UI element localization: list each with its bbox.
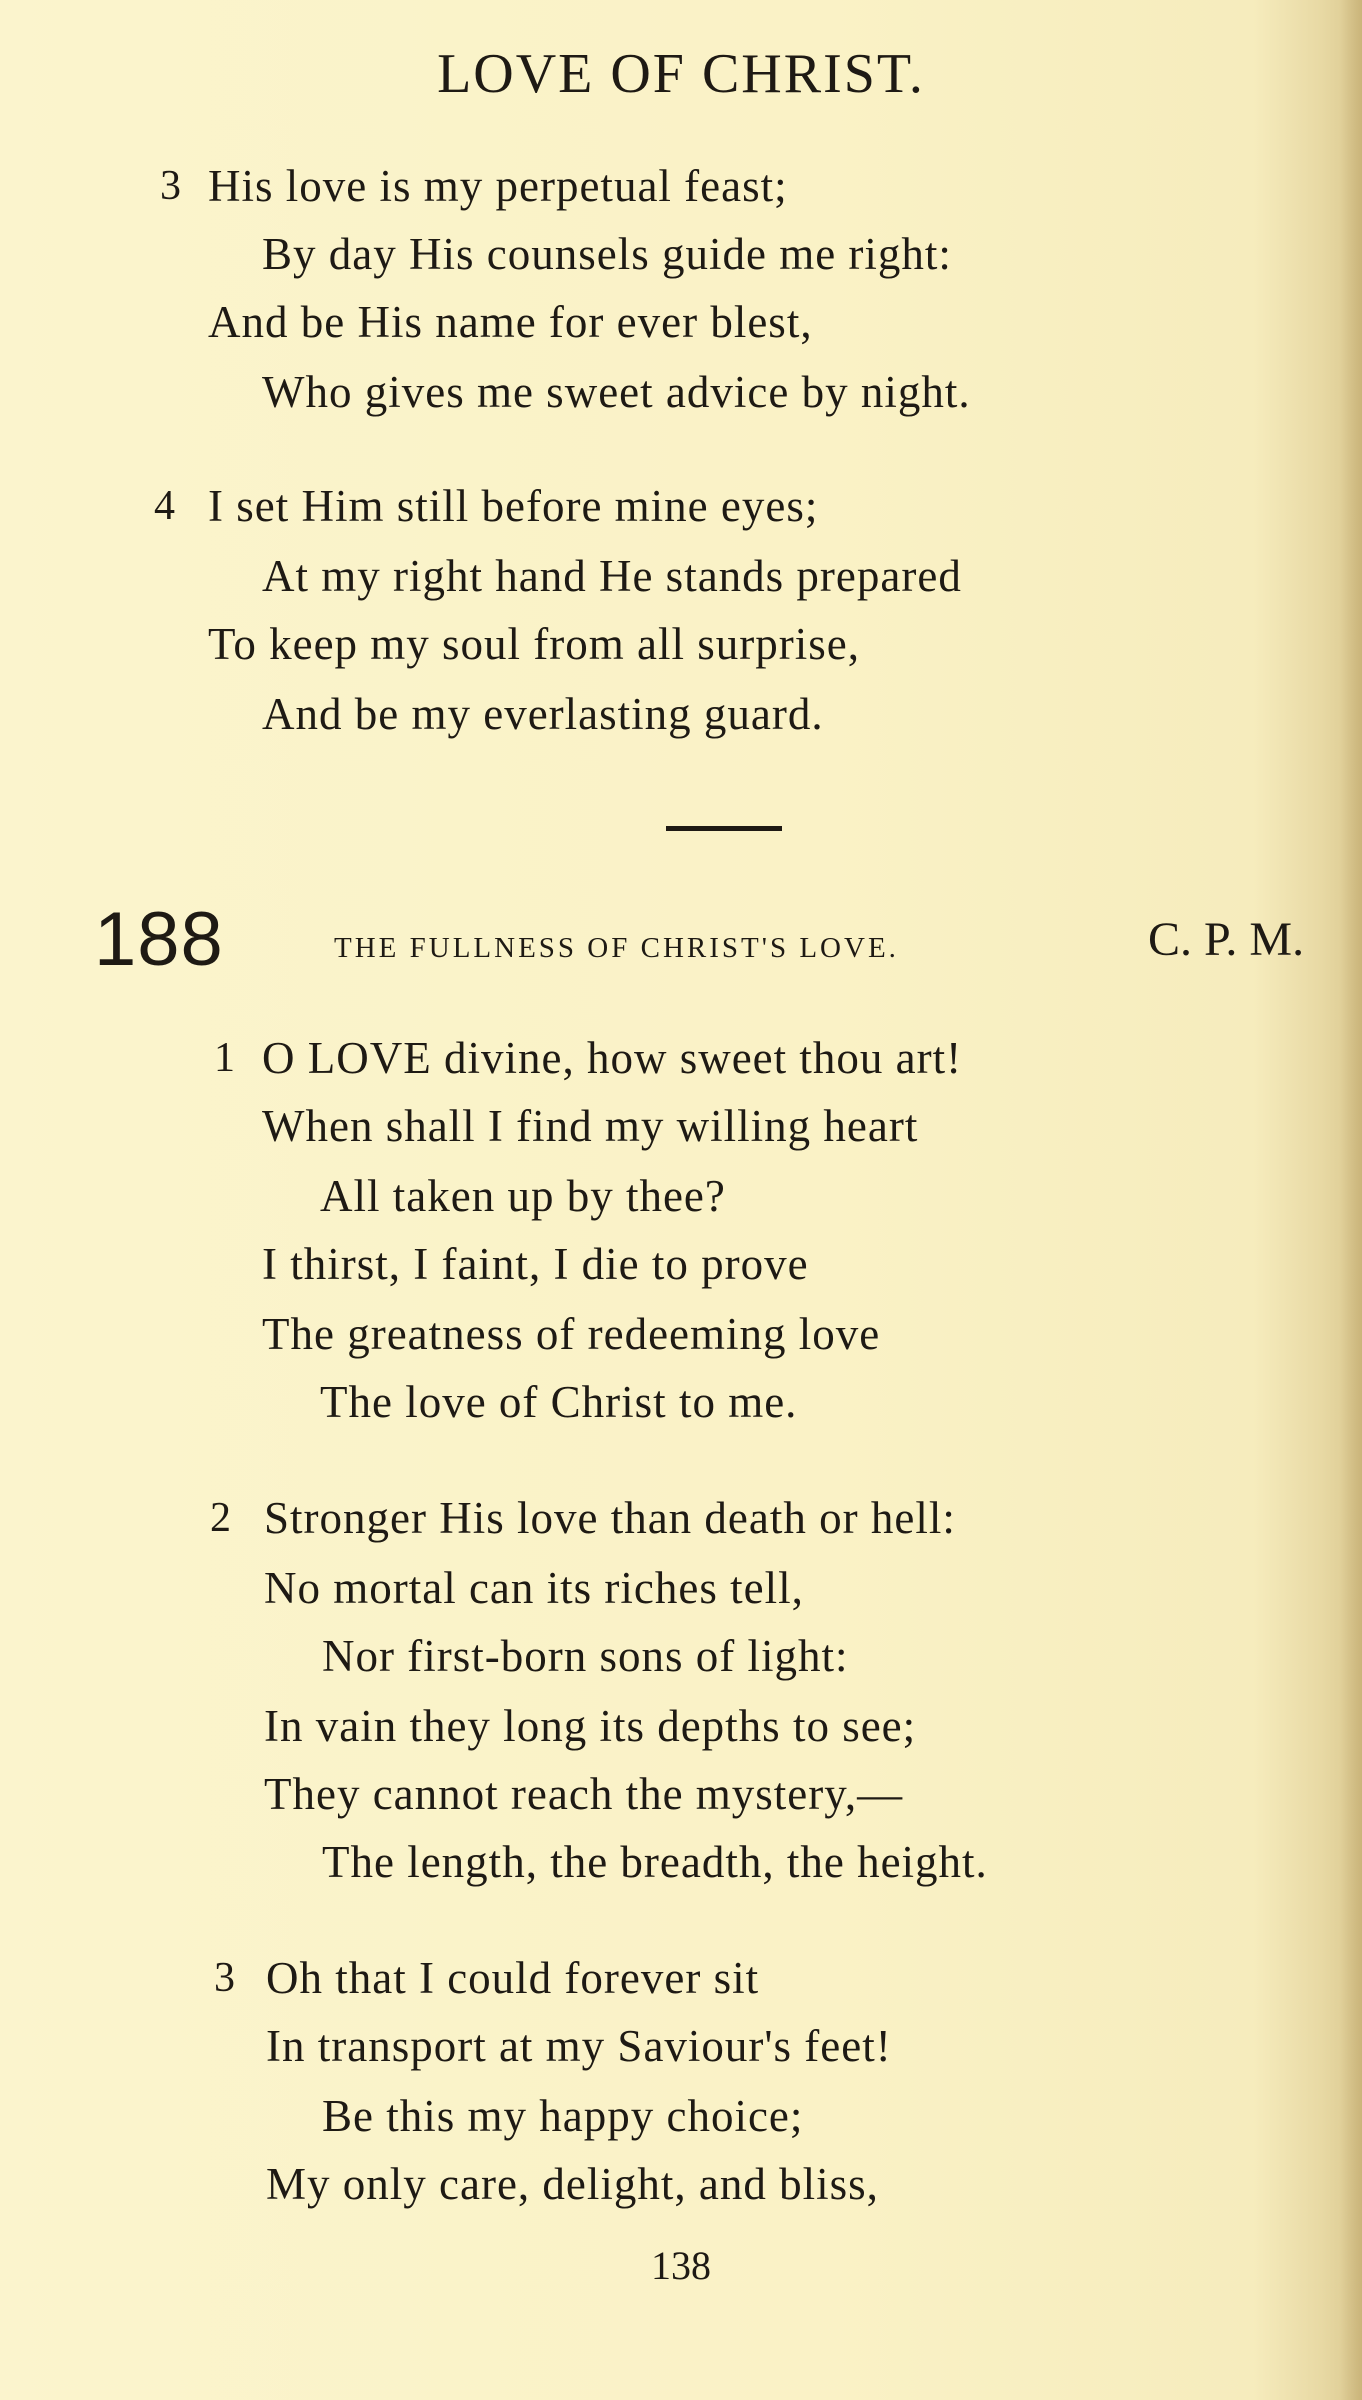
- hymn-number: 188: [94, 897, 224, 982]
- verse-number: 2: [210, 1495, 231, 1541]
- verse-line: They cannot reach the mystery,—: [264, 1769, 904, 1819]
- verse-line: I set Him still before mine eyes;: [208, 481, 819, 531]
- verse-line: Stronger His love than death or hell:: [264, 1493, 956, 1543]
- verse-line: I thirst, I faint, I die to prove: [262, 1239, 809, 1289]
- page-edge-shadow: [1340, 0, 1362, 2400]
- verse-line: His love is my perpetual feast;: [208, 161, 788, 211]
- verse-line: When shall I find my willing heart: [262, 1101, 919, 1151]
- verse-line: To keep my soul from all surprise,: [208, 619, 860, 669]
- page-number: 138: [651, 2243, 711, 2288]
- verse-line: The length, the breadth, the height.: [322, 1837, 988, 1887]
- verse-line: And be my everlasting guard.: [262, 689, 824, 739]
- section-divider: [666, 826, 782, 831]
- verse-line: The greatness of redeeming love: [262, 1309, 881, 1359]
- hymn-meter: C. P. M.: [1148, 913, 1305, 966]
- hymn-title: THE FULLNESS OF CHRIST'S LOVE.: [334, 932, 899, 964]
- verse-line: In vain they long its depths to see;: [264, 1701, 917, 1751]
- verse-line: No mortal can its riches tell,: [264, 1563, 804, 1613]
- verse-line: The love of Christ to me.: [320, 1377, 798, 1427]
- verse-line: Nor first-born sons of light:: [322, 1631, 849, 1681]
- verse-number: 3: [214, 1955, 235, 2001]
- verse-line: In transport at my Saviour's feet!: [266, 2021, 892, 2071]
- verse-number: 3: [160, 163, 181, 209]
- verse-line: And be His name for ever blest,: [208, 297, 813, 347]
- verse-line: O LOVE divine, how sweet thou art!: [262, 1033, 963, 1083]
- verse-number: 1: [214, 1035, 235, 1081]
- verse-line: Be this my happy choice;: [322, 2091, 804, 2141]
- verse-line: At my right hand He stands prepared: [262, 551, 962, 601]
- verse-number: 4: [154, 483, 175, 529]
- running-header: LOVE OF CHRIST.: [437, 43, 925, 105]
- verse-line: Who gives me sweet advice by night.: [262, 367, 971, 417]
- verse-line: All taken up by thee?: [320, 1171, 726, 1221]
- verse-line: My only care, delight, and bliss,: [266, 2159, 879, 2209]
- verse-line: By day His counsels guide me right:: [262, 229, 952, 279]
- verse-line: Oh that I could forever sit: [266, 1953, 760, 2003]
